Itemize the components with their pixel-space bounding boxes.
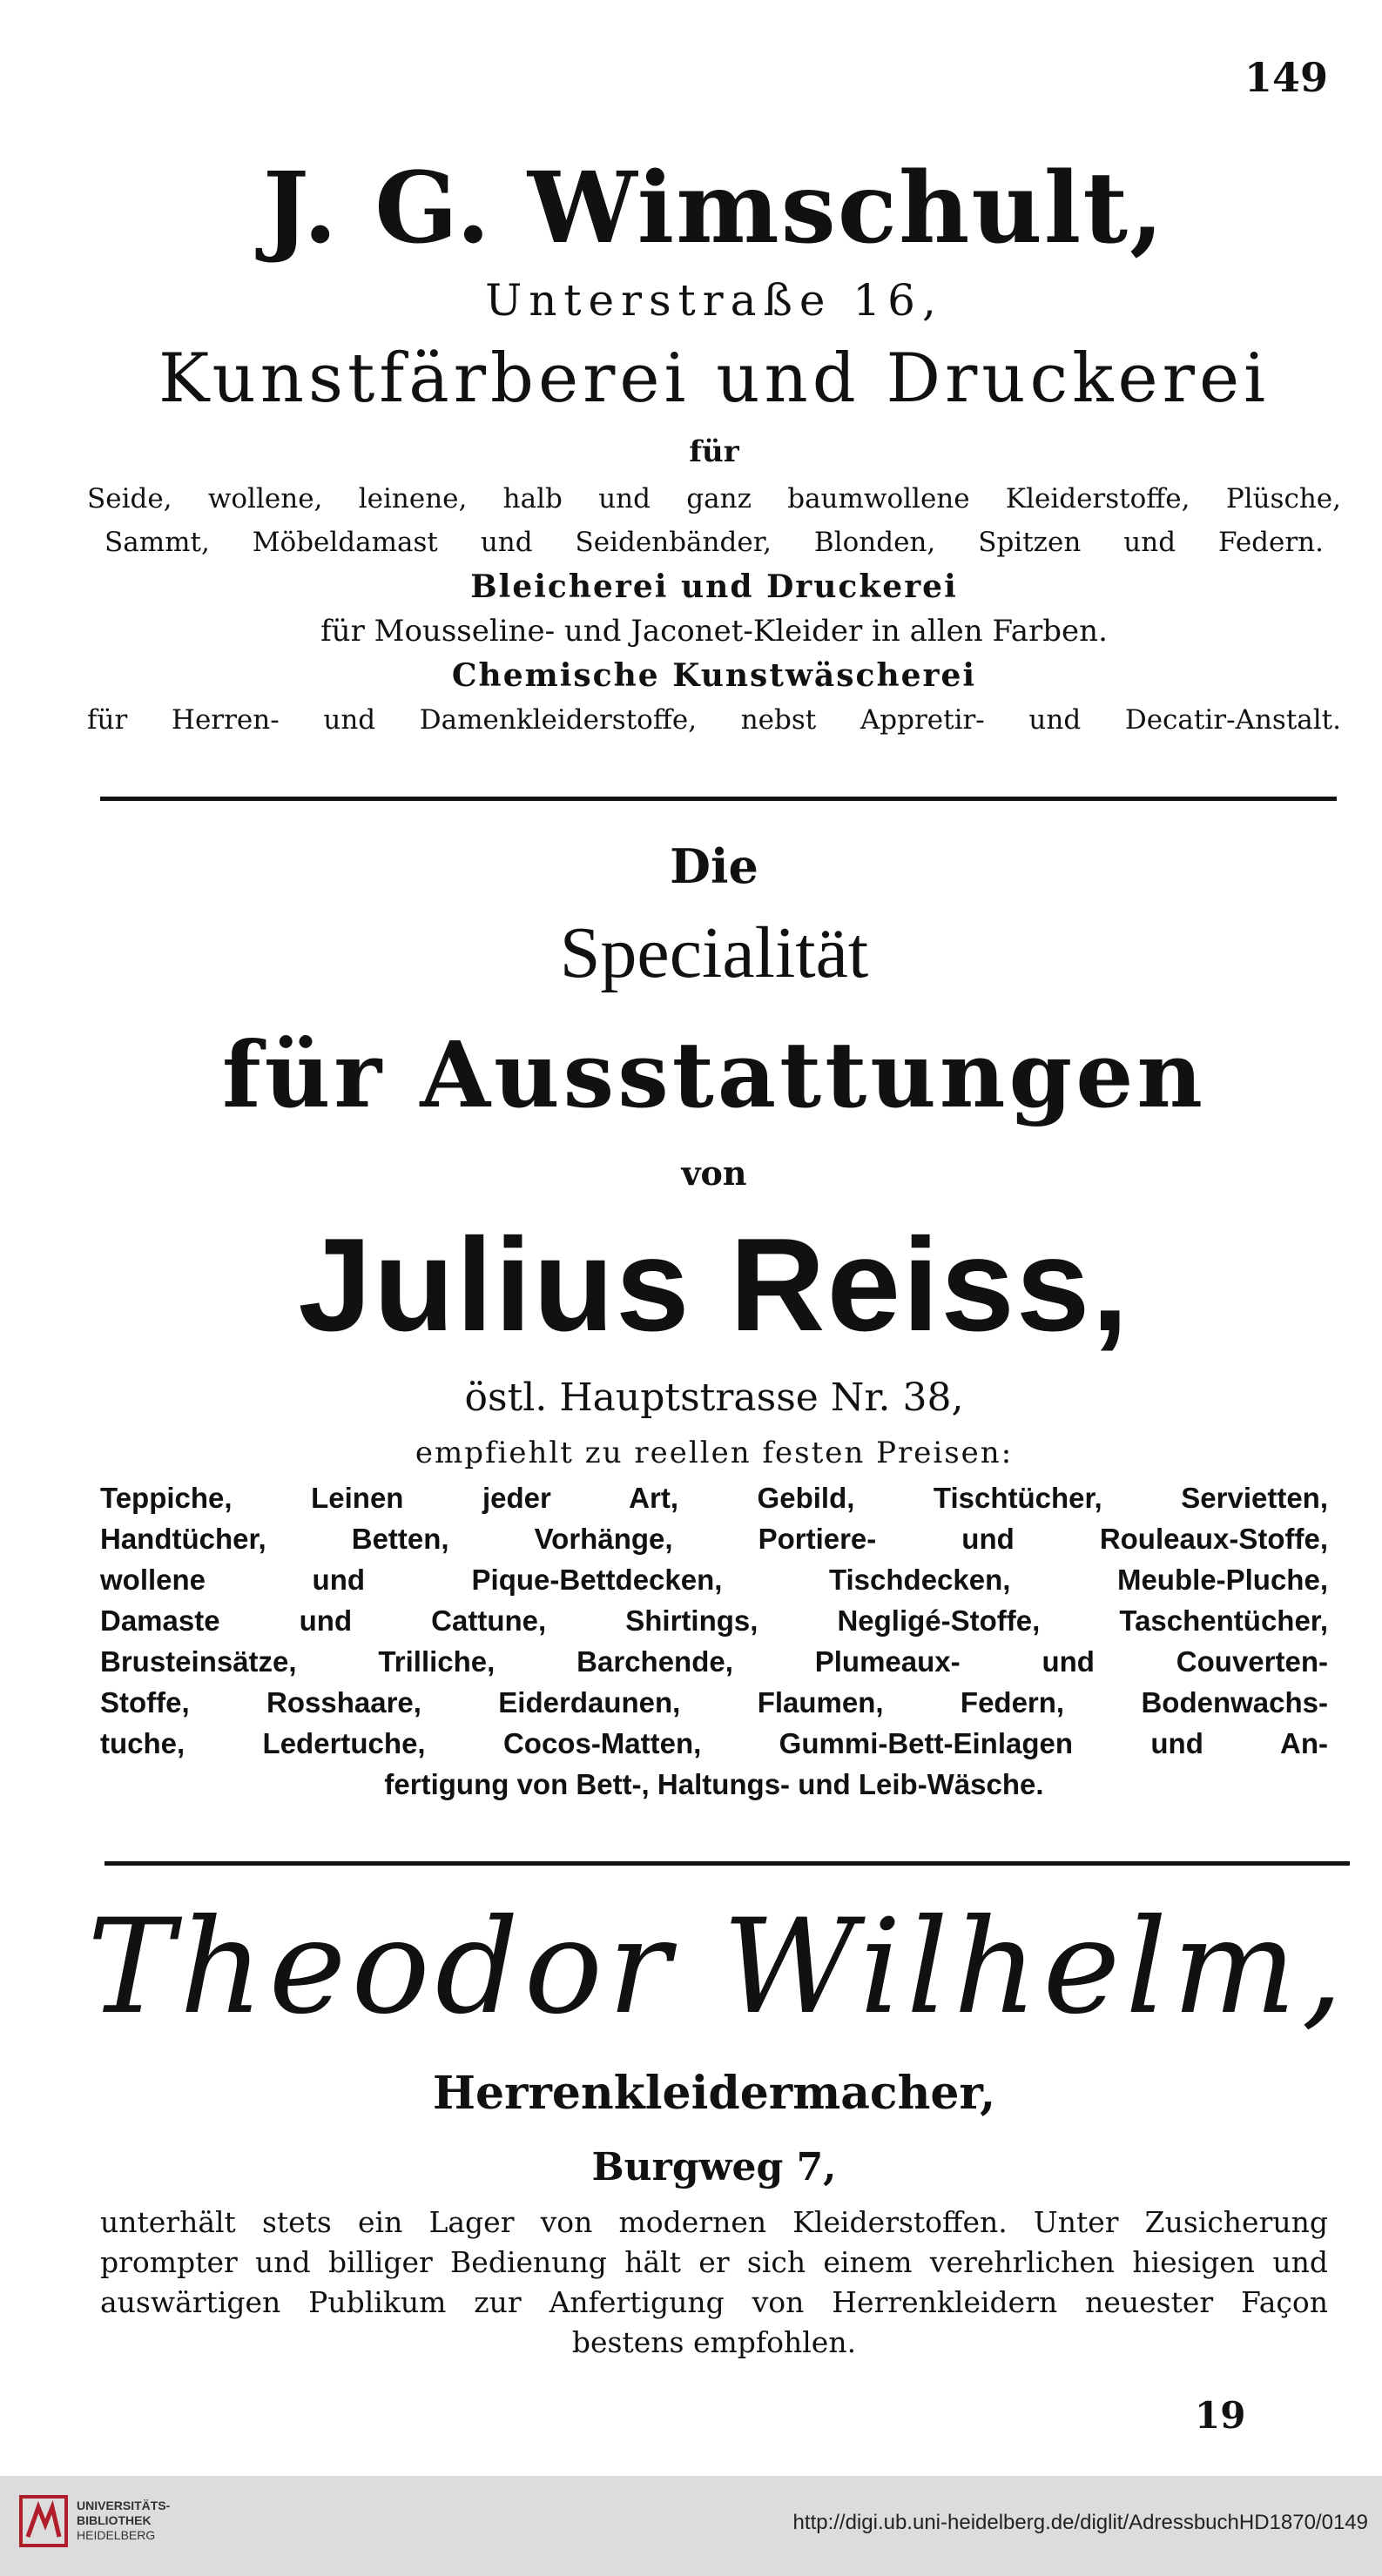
tailor-name: Theodor Wilhelm, xyxy=(87,1892,1349,2043)
street-address: Unterstraße 16, xyxy=(485,275,943,326)
goods-line: Brusteinsätze, Trilliche, Barchende, Plumeaux- und Couverten- xyxy=(100,1645,1328,1678)
goods-line: Damaste und Cattune, Shirtings, Negligé-Stoffe, Taschentücher, xyxy=(100,1604,1328,1637)
tailor-text-line: prompter und billiger Bedienung hält er sich einem verehrlichen hiesigen und xyxy=(100,2245,1328,2279)
merchant-name: Julius Reiss, xyxy=(298,1211,1130,1359)
service-line-2: für Herren- und Damenkleiderstoffe, nebst Appretir- und Decatir-Anstalt. xyxy=(87,704,1341,736)
institution-line: BIBLIOTHEK xyxy=(77,2513,152,2527)
service-line-1: für Mousseline- und Jaconet-Kleider in allen Farben. xyxy=(320,614,1108,649)
signature-mark: 19 xyxy=(1195,2394,1246,2437)
die-label: Die xyxy=(670,838,758,894)
company-name: J. G. Wimschult, xyxy=(262,151,1166,266)
product-line-2: Sammt, Möbeldamast und Seidenbänder, Blonden, Spitzen und Federn. xyxy=(104,527,1324,558)
tailor-trade: Herrenkleidermacher, xyxy=(432,2067,996,2120)
institution-line: HEIDELBERG xyxy=(77,2528,156,2542)
merchant-address: östl. Hauptstrasse Nr. 38, xyxy=(464,1375,964,1420)
tailor-text-last: bestens empfohlen. xyxy=(571,2325,857,2359)
institution-name xyxy=(77,2499,170,2543)
specialitaet-title: Specialität xyxy=(559,912,869,993)
goods-line: Handtücher, Betten, Vorhänge, Portiere- und Rouleaux-Stoffe, xyxy=(100,1523,1328,1555)
institution-line: UNIVERSITÄTS- xyxy=(77,2499,171,2512)
tailor-text-line: auswärtigen Publikum zur Anfertigung von Herrenkleidern neuester Façon xyxy=(100,2285,1328,2319)
divider-1 xyxy=(100,797,1337,801)
goods-line: wollene und Pique-Bettdecken, Tischdecken, Meuble-Pluche, xyxy=(100,1564,1328,1596)
ad-wimschult xyxy=(87,148,1341,742)
ad-julius-reiss xyxy=(87,831,1341,1805)
product-line-1: Seide, wollene, leinene, halb und ganz baumwollene Kleiderstoffe, Plüsche, xyxy=(87,483,1341,515)
offer-intro: empfiehlt zu reellen festen Preisen: xyxy=(415,1436,1014,1470)
service-heading-2: Chemische Kunstwäscherei xyxy=(451,657,977,694)
goods-last-line: fertigung von Bett-, Haltungs- und Leib-Wäsche. xyxy=(384,1768,1044,1800)
fuer-label: für xyxy=(689,434,739,469)
page-number: 149 xyxy=(1244,54,1328,101)
source-url-link[interactable]: http://digi.ub.uni-heidelberg.de/diglit/AdressbuchHD1870/0149 xyxy=(792,2511,1368,2534)
tailor-text-line: unterhält stets ein Lager von modernen Kleiderstoffen. Unter Zusicherung xyxy=(100,2205,1328,2239)
ad-theodor-wilhelm xyxy=(87,1880,1349,2363)
goods-line: tuche, Ledertuche, Cocos-Matten, Gummi-Bett-Einlagen und An- xyxy=(100,1727,1328,1759)
divider-2 xyxy=(104,1861,1350,1866)
footer-bar xyxy=(0,2476,1382,2576)
goods-line: Teppiche, Leinen jeder Art, Gebild, Tischtücher, Servietten, xyxy=(100,1482,1328,1514)
von-label: von xyxy=(681,1153,747,1193)
goods-line: Stoffe, Rosshaare, Eiderdaunen, Flaumen, Federn, Bodenwachs- xyxy=(100,1686,1328,1718)
trade-title: Kunstfärberei und Druckerei xyxy=(158,340,1271,418)
ausstattungen-title: für Ausstattungen xyxy=(222,1021,1206,1128)
tailor-street: Burgweg 7, xyxy=(591,2145,837,2189)
service-heading-1: Bleicherei und Druckerei xyxy=(470,568,958,605)
university-logo-icon xyxy=(19,2495,68,2547)
